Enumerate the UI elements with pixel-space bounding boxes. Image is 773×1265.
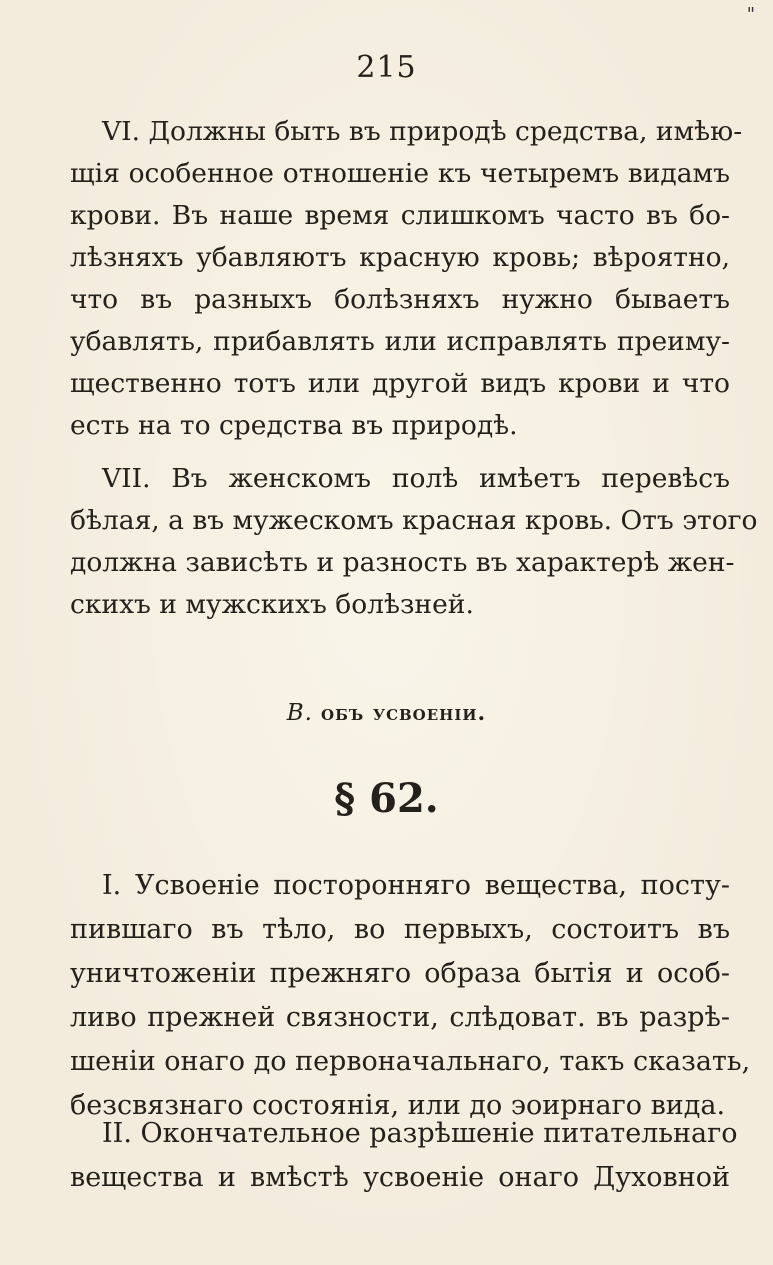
text-line: безсвязнаго состоянія, или до эоирнаго вида. — [70, 1090, 726, 1121]
text-line: что въ разныхъ болѣзняхъ нужно бываетъ — [70, 284, 730, 315]
text-line: должна зависѣть и разность въ характерѣ жен- — [70, 547, 735, 578]
text-line: крови. Въ наше время слишкомъ часто въ бо- — [70, 200, 730, 231]
text-line: щія особенное отношеніе къ четыремъ видамъ — [70, 158, 730, 189]
text-line: уничтоженіи прежняго образа бытія и особ- — [70, 958, 730, 989]
paragraph-vi — [70, 111, 743, 447]
text-line: щественно тотъ или другой видъ крови и что — [70, 368, 730, 399]
section-heading — [0, 700, 773, 726]
page-number: 215 — [356, 50, 417, 85]
text-line: вещества и вмѣстѣ усвоеніе онаго Духовной — [70, 1162, 730, 1193]
section-title: объ усвоеніи. — [321, 700, 487, 726]
text-line: есть на то средства въ природѣ. — [70, 410, 518, 441]
text-line: бѣлая, а въ мужескомъ красная кровь. Отъ этого — [70, 505, 758, 536]
paragraph-2 — [70, 1112, 738, 1200]
text-line: VI. Должны быть въ природѣ средства, имѣю- — [102, 116, 743, 147]
section-letter: В. — [286, 700, 313, 726]
text-line: пившаго въ тѣло, во первыхъ, состоитъ въ — [70, 914, 730, 945]
text-line: убавлять, прибавлять или исправлять преиму- — [70, 326, 730, 357]
paragraph-sign: § 62. — [334, 775, 439, 822]
paragraph-vii — [70, 458, 758, 626]
paragraph-1 — [70, 864, 751, 1128]
text-line: II. Окончательное разрѣшеніе питательнаго — [102, 1118, 738, 1149]
text-line: скихъ и мужскихъ болѣзней. — [70, 589, 474, 620]
corner-mark: " — [746, 4, 755, 25]
text-line: шеніи онаго до первоначальнаго, такъ сказать, — [70, 1046, 751, 1077]
text-line: лѣзняхъ убавляютъ красную кровь; вѣроятно, — [70, 242, 730, 273]
text-line: I. Усвоеніе посторонняго вещества, посту- — [102, 870, 730, 901]
text-line: VII. Въ женскомъ полѣ имѣетъ перевѣсъ — [102, 463, 730, 494]
text-line: ливо прежней связности, слѣдоват. въ разрѣ- — [70, 1002, 730, 1033]
